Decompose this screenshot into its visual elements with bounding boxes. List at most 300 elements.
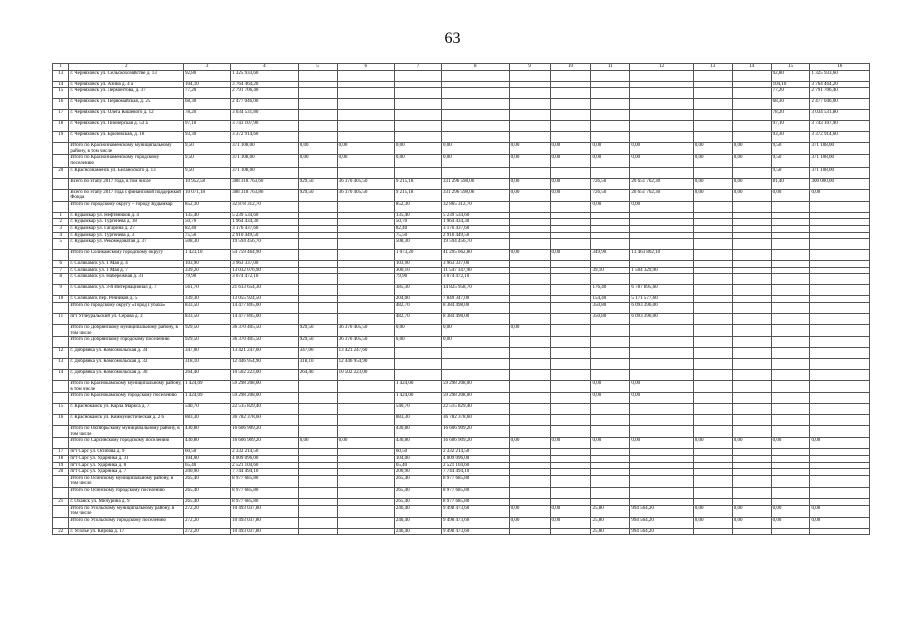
value-cell: 104,10 (771, 81, 810, 88)
value-cell (509, 456, 550, 463)
value-cell: 7 744 494,10 (442, 469, 510, 476)
value-cell: 1 424,00 (394, 393, 441, 404)
value-cell (771, 274, 810, 285)
value-cell: 264,40 (184, 370, 231, 381)
value-cell (591, 469, 630, 476)
table-row (53, 475, 870, 487)
value-cell (550, 201, 591, 212)
table-row (53, 348, 870, 359)
table-row (53, 212, 870, 219)
value-cell (810, 415, 870, 426)
value-cell: 10 493 037,80 (231, 528, 299, 535)
value-cell (693, 426, 732, 438)
table-row (53, 121, 870, 132)
value-cell: 3 176 437,60 (231, 225, 299, 232)
value-cell: 8 977 685,80 (442, 475, 510, 487)
value-cell: 9 498 473,60 (442, 517, 510, 528)
value-cell: 93,30 (184, 132, 231, 143)
value-cell (630, 469, 693, 476)
row-number-cell: 9 (53, 285, 69, 296)
value-cell (630, 337, 693, 348)
value-cell (337, 488, 394, 499)
value-cell (693, 110, 732, 121)
address-cell: г. Соликамск ул. Набережная д. 31 (69, 274, 184, 285)
value-cell: 97,10 (771, 121, 810, 132)
value-cell (298, 381, 337, 393)
value-cell: 0,00 (298, 143, 337, 155)
value-cell (337, 462, 394, 469)
value-cell (732, 167, 771, 178)
address-cell: Итого по Краснознаменскому муниципальному району, в том числе (69, 143, 184, 155)
value-cell (810, 225, 870, 232)
value-cell (771, 250, 810, 261)
value-cell (394, 99, 441, 110)
value-cell: 0,00 (693, 155, 732, 167)
value-cell (771, 415, 810, 426)
value-cell: 0,00 (630, 393, 693, 404)
row-number-cell: 21 (53, 499, 69, 506)
row-number-cell: 17 (53, 110, 69, 121)
value-cell (732, 499, 771, 506)
value-cell (337, 81, 394, 88)
value-cell (298, 313, 337, 324)
table-row (53, 359, 870, 370)
value-cell (509, 370, 550, 381)
value-cell: 79,90 (184, 274, 231, 285)
value-cell (550, 381, 591, 393)
value-cell (630, 456, 693, 463)
value-cell: 246,40 (394, 505, 441, 517)
value-cell (509, 488, 550, 499)
value-cell (509, 359, 550, 370)
value-cell: 8 977 685,80 (231, 499, 299, 506)
value-cell: 9 498 473,60 (442, 505, 510, 517)
value-cell: 0,00 (810, 438, 870, 449)
value-cell (693, 393, 732, 404)
value-cell: 32 878 312,70 (231, 201, 299, 212)
value-cell (693, 370, 732, 381)
value-cell: 0,00 (337, 143, 394, 155)
value-cell: 2 910 449,50 (442, 232, 510, 239)
value-cell (810, 324, 870, 336)
value-cell: 10 493 037,80 (231, 517, 299, 528)
value-cell: 9,50 (184, 167, 231, 178)
value-cell: 200,90 (184, 469, 231, 476)
value-cell (337, 302, 394, 313)
value-cell: 36 370 405,50 (337, 337, 394, 348)
table-row (53, 232, 870, 239)
value-cell (630, 404, 693, 415)
value-cell: 929,50 (184, 324, 231, 336)
value-cell (550, 219, 591, 226)
value-cell: 0,00 (394, 155, 441, 167)
value-cell: 32 865 312,70 (442, 201, 510, 212)
value-cell: 104,10 (184, 81, 231, 88)
value-cell: 50,70 (394, 219, 441, 226)
value-cell (509, 462, 550, 469)
value-cell (298, 99, 337, 110)
value-cell (693, 250, 732, 261)
table-row (53, 488, 870, 499)
value-cell: 833,50 (184, 313, 231, 324)
value-cell (771, 348, 810, 359)
value-cell (591, 348, 630, 359)
value-cell (394, 370, 441, 381)
value-cell (298, 274, 337, 285)
address-cell: г. Черняховск ул. Лермонтова, д. 37 (69, 88, 184, 99)
value-cell (630, 81, 693, 88)
address-cell: г. Кудымкар ул. Тургенева д. 18 (69, 219, 184, 226)
value-cell: 10 502 223,00 (231, 370, 299, 381)
value-cell (550, 296, 591, 303)
value-cell: 16 606 909,20 (442, 426, 510, 438)
value-cell: 1 964 434,30 (231, 219, 299, 226)
table-row (53, 267, 870, 274)
value-cell (509, 201, 550, 212)
value-cell: 3 743 107,90 (810, 121, 870, 132)
value-cell: 1 424,00 (394, 381, 441, 393)
value-cell: 3 372 914,60 (231, 132, 299, 143)
value-cell (693, 456, 732, 463)
value-cell (732, 348, 771, 359)
value-cell: 0,00 (550, 438, 591, 449)
table-row (53, 370, 870, 381)
row-number-cell: 8 (53, 274, 69, 285)
value-cell (591, 232, 630, 239)
value-cell: 371 108,00 (231, 155, 299, 167)
value-cell: 2 332 214,50 (442, 449, 510, 456)
value-cell (550, 313, 591, 324)
value-cell: 265,40 (394, 475, 441, 487)
value-cell: 0,00 (630, 381, 693, 393)
value-cell: 0,00 (630, 438, 693, 449)
value-cell (298, 239, 337, 250)
value-cell (732, 302, 771, 313)
value-cell (693, 499, 732, 506)
value-cell: 59 298 208,00 (442, 381, 510, 393)
value-cell: 10 502 223,00 (337, 370, 394, 381)
value-cell (298, 88, 337, 99)
value-cell (591, 219, 630, 226)
value-cell (771, 337, 810, 348)
value-cell (771, 528, 810, 535)
value-cell (550, 261, 591, 268)
value-cell (550, 239, 591, 250)
row-number-cell: 14 (53, 81, 69, 88)
value-cell (771, 393, 810, 404)
value-cell (630, 449, 693, 456)
value-cell (442, 70, 510, 81)
value-cell: 2 910 449,50 (231, 232, 299, 239)
value-cell: 265,40 (394, 499, 441, 506)
value-cell (810, 313, 870, 324)
address-cell: Итого по Соликамскому городскому округу (69, 250, 184, 261)
value-cell (298, 426, 337, 438)
value-cell (509, 88, 550, 99)
row-number-cell (53, 517, 69, 528)
table-row (53, 505, 870, 517)
value-cell: 0,00 (591, 155, 630, 167)
value-cell (394, 121, 441, 132)
value-cell (509, 499, 550, 506)
table-row (53, 499, 870, 506)
value-cell (591, 70, 630, 81)
value-cell: 0,00 (591, 143, 630, 155)
value-cell: 0,00 (509, 438, 550, 449)
value-cell (337, 393, 394, 404)
value-cell: 9,50 (771, 143, 810, 155)
row-number-cell (53, 189, 69, 201)
table-row (53, 415, 870, 426)
value-cell (693, 324, 732, 336)
value-cell (630, 274, 693, 285)
value-cell: 6 093 396,00 (630, 302, 693, 313)
address-cell: Всего по этапу 2017 года с финансовой поддержкой Фонда (69, 189, 184, 201)
address-cell: Итого по Октябрьскому муниципальному району, в том числе (69, 426, 184, 438)
value-cell (591, 449, 630, 456)
value-cell (394, 359, 441, 370)
value-cell (550, 324, 591, 336)
value-cell: 0,00 (298, 438, 337, 449)
value-cell (442, 167, 510, 178)
value-cell: 9,50 (184, 143, 231, 155)
value-cell (810, 212, 870, 219)
value-cell (630, 232, 693, 239)
value-cell (509, 274, 550, 285)
value-cell: 371 108,00 (810, 155, 870, 167)
value-cell: 726,50 (591, 178, 630, 189)
value-cell: 318,10 (184, 359, 231, 370)
value-cell (337, 99, 394, 110)
value-cell (509, 219, 550, 226)
value-cell (591, 239, 630, 250)
value-cell: 339,30 (184, 296, 231, 303)
value-cell (591, 99, 630, 110)
row-number-cell: 20 (53, 469, 69, 476)
value-cell (298, 456, 337, 463)
value-cell (732, 261, 771, 268)
value-cell (550, 110, 591, 121)
value-cell (337, 528, 394, 535)
value-cell (591, 81, 630, 88)
value-cell: 21 613 654,30 (231, 285, 299, 296)
value-cell (630, 359, 693, 370)
value-cell (550, 267, 591, 274)
address-cell: Итого по Добрянскому городскому поселению (69, 337, 184, 348)
header-cell: 11 (591, 64, 630, 71)
value-cell: 561,70 (184, 285, 231, 296)
value-cell (550, 232, 591, 239)
value-cell (509, 261, 550, 268)
row-number-cell: 13 (53, 359, 69, 370)
address-cell: пгт Углеуральский ул. Серова д. 3 (69, 313, 184, 324)
value-cell: 36 782 378,60 (231, 415, 299, 426)
value-cell (771, 404, 810, 415)
address-cell: г. Черняховск ул. Сельскохозяйстве д. 13 (69, 70, 184, 81)
value-cell (810, 250, 870, 261)
address-cell: г. Соликамск пер. Речников д. 5 (69, 296, 184, 303)
table-row (53, 70, 870, 81)
value-cell (550, 393, 591, 404)
value-cell (732, 488, 771, 499)
value-cell: 36 370 405,50 (337, 324, 394, 336)
value-cell: 154,40 (591, 296, 630, 303)
value-cell (442, 348, 510, 359)
value-cell (630, 121, 693, 132)
address-cell: г. Кудымкар ул. Гагарина д. 27 (69, 225, 184, 232)
value-cell (550, 415, 591, 426)
table-row (53, 456, 870, 463)
value-cell (550, 469, 591, 476)
value-cell: 59 298 208,00 (231, 381, 299, 393)
value-cell: 350,80 (591, 302, 630, 313)
value-cell (337, 212, 394, 219)
value-cell: 272,20 (184, 517, 231, 528)
value-cell: 0,00 (693, 143, 732, 155)
value-cell: 0,00 (509, 517, 550, 528)
value-cell: 13 463 802,10 (630, 250, 693, 261)
row-number-cell (53, 250, 69, 261)
value-cell: 1 325 933,60 (810, 70, 870, 81)
header-cell: 7 (394, 64, 441, 71)
table-row (53, 132, 870, 143)
value-cell: 10 493 037,80 (231, 505, 299, 517)
value-cell: 0,00 (394, 324, 441, 336)
row-number-cell: 15 (53, 88, 69, 99)
value-cell (298, 499, 337, 506)
value-cell: 92,80 (771, 70, 810, 81)
value-cell: 0,00 (550, 143, 591, 155)
address-cell: г. Соликамск ул. 1 Мая д. 4 (69, 261, 184, 268)
value-cell: 300 000,00 (810, 178, 870, 189)
address-cell: г. Черняховск ул. Первомайская, д. 25 (69, 99, 184, 110)
header-cell: 12 (630, 64, 693, 71)
value-cell (810, 462, 870, 469)
value-cell: 2 477 046,00 (231, 99, 299, 110)
value-cell (298, 449, 337, 456)
data-table (52, 63, 870, 535)
value-cell (337, 426, 394, 438)
value-cell (337, 110, 394, 121)
value-cell (394, 70, 441, 81)
value-cell (298, 302, 337, 313)
value-cell (442, 121, 510, 132)
row-number-cell: 19 (53, 132, 69, 143)
value-cell (337, 219, 394, 226)
value-cell (732, 313, 771, 324)
value-cell (509, 99, 550, 110)
value-cell (394, 110, 441, 121)
value-cell (337, 499, 394, 506)
table-row (53, 219, 870, 226)
value-cell (771, 201, 810, 212)
address-cell: г. Черняховск ул. Олега Кошевого д. 12 (69, 110, 184, 121)
value-cell (693, 201, 732, 212)
address-cell: Всего по этапу 2017 года, в том числе (69, 178, 184, 189)
value-cell (693, 285, 732, 296)
row-number-cell (53, 178, 69, 189)
value-cell (394, 167, 441, 178)
value-cell (509, 393, 550, 404)
address-cell: г. Краснокамск ул. Коммунистическая д. 2 б (69, 415, 184, 426)
value-cell (591, 167, 630, 178)
address-cell: пгт Сарс ул. Ударника д. 7 (69, 469, 184, 476)
value-cell (732, 250, 771, 261)
row-number-cell: 7 (53, 267, 69, 274)
value-cell (732, 201, 771, 212)
header-cell: 8 (442, 64, 510, 71)
address-cell: пгт Сарс ул. Осипова д. 9 (69, 449, 184, 456)
value-cell (771, 313, 810, 324)
value-cell: 7 849 347,00 (442, 296, 510, 303)
row-number-cell: 5 (53, 239, 69, 250)
table-row (53, 517, 870, 528)
value-cell: 0,00 (630, 155, 693, 167)
value-cell (732, 381, 771, 393)
value-cell: 82,40 (184, 225, 231, 232)
value-cell (298, 219, 337, 226)
table-row (53, 449, 870, 456)
value-cell: 3 074 472,10 (442, 274, 510, 285)
value-cell (550, 302, 591, 313)
value-cell (771, 426, 810, 438)
value-cell: 0,00 (732, 438, 771, 449)
value-cell (394, 81, 441, 88)
table-row (53, 285, 870, 296)
value-cell: 1 964 434,30 (442, 219, 510, 226)
value-cell: 22 515 829,40 (231, 404, 299, 415)
value-cell (337, 449, 394, 456)
value-cell (810, 359, 870, 370)
value-cell: 14 825 958,70 (442, 285, 510, 296)
value-cell (732, 475, 771, 487)
value-cell: 10 952,58 (184, 178, 231, 189)
value-cell (810, 469, 870, 476)
value-cell: 371 108,00 (231, 167, 299, 178)
table-row (53, 324, 870, 336)
value-cell: 929,50 (298, 178, 337, 189)
value-cell: 1 325 933,60 (231, 70, 299, 81)
value-cell (394, 348, 441, 359)
table-row (53, 528, 870, 535)
value-cell (298, 250, 337, 261)
value-cell (298, 475, 337, 487)
value-cell: 176,40 (591, 285, 630, 296)
header-cell: 14 (732, 64, 771, 71)
value-cell: 994 564,20 (630, 505, 693, 517)
value-cell (337, 261, 394, 268)
value-cell: 272,20 (184, 505, 231, 517)
row-number-cell: 20 (53, 167, 69, 178)
value-cell (732, 393, 771, 404)
table-row (53, 88, 870, 99)
row-number-cell (53, 488, 69, 499)
value-cell (298, 517, 337, 528)
value-cell (298, 267, 337, 274)
value-cell: 97,10 (184, 121, 231, 132)
value-cell: 265,40 (394, 488, 441, 499)
value-cell: 16 606 909,20 (231, 426, 299, 438)
value-cell (591, 462, 630, 469)
value-cell (771, 469, 810, 476)
value-cell (693, 348, 732, 359)
value-cell (732, 219, 771, 226)
value-cell: 8 384 498,00 (442, 313, 510, 324)
value-cell: 0,00 (693, 517, 732, 528)
header-cell: 9 (509, 64, 550, 71)
row-number-cell (53, 302, 69, 313)
value-cell (771, 219, 810, 226)
